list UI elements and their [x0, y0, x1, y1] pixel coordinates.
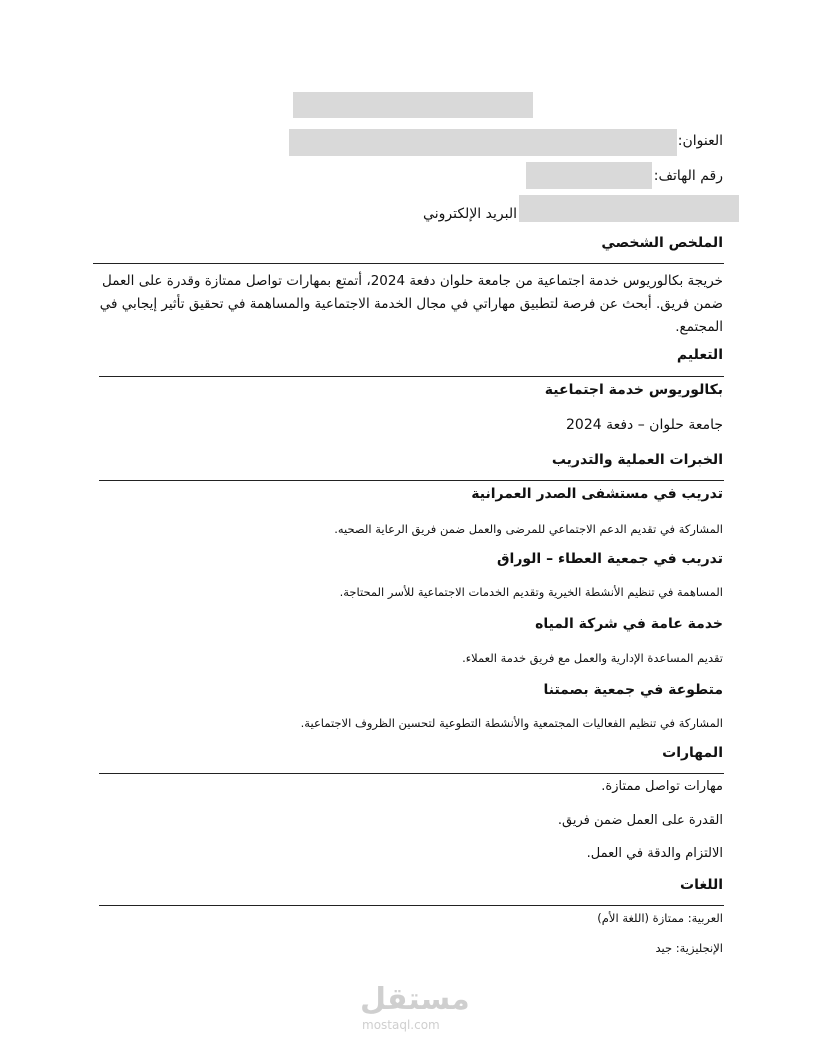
skills-divider: [99, 773, 724, 774]
email-label: البريد الإلكتروني: [423, 206, 517, 222]
address-label: العنوان:: [677, 133, 723, 149]
phone-label: رقم الهاتف:: [653, 168, 723, 184]
experience-desc: المساهمة في تنظيم الأنشطة الخيرية وتقديم الخدمات الاجتماعية للأسر المحتاجة.: [339, 585, 723, 599]
experience-desc: المشاركة في تنظيم الفعاليات المجتمعية والأنشطة التطوعية لتحسين الظروف الاجتماعية.: [300, 716, 723, 730]
degree-title: بكالوريوس خدمة اجتماعية: [544, 382, 723, 398]
watermark-word: مستقل: [360, 982, 470, 1017]
summary-heading: الملخص الشخصي: [601, 235, 723, 251]
institution-line: جامعة حلوان – دفعة 2024: [566, 417, 723, 433]
experience-title: خدمة عامة في شركة المياه: [535, 616, 723, 632]
redacted-address: [289, 129, 677, 156]
experience-desc: المشاركة في تقديم الدعم الاجتماعي للمرضى والعمل ضمن فريق الرعاية الصحيه.: [334, 522, 723, 536]
redacted-email: [519, 195, 739, 222]
experience-title: متطوعة في جمعية بصمتنا: [543, 682, 723, 698]
education-divider: [99, 376, 724, 377]
languages-divider: [99, 905, 724, 906]
watermark-url: mostaql.com: [362, 1018, 440, 1032]
redacted-phone: [526, 162, 652, 189]
experience-title: تدريب في جمعية العطاء – الوراق: [497, 551, 723, 567]
skill-item: القدرة على العمل ضمن فريق.: [557, 813, 723, 828]
redacted-name: [293, 92, 533, 118]
experience-title: تدريب في مستشفى الصدر العمرانية: [471, 486, 723, 502]
summary-text: خريجة بكالوريوس خدمة اجتماعية من جامعة حلوان دفعة 2024، أتمتع بمهارات تواصل ممتازة وقدرة على العمل ضمن فريق. أبحث عن فرصة لتطبيق مهاراتي في مجال الخدمة الاجتماعية والمساهمة في تحقيق تأثير إيجابي في المجتمع.: [99, 273, 723, 335]
experience-divider: [99, 480, 724, 481]
education-heading: التعليم: [676, 347, 723, 363]
experience-desc: تقديم المساعدة الإدارية والعمل مع فريق خدمة العملاء.: [462, 651, 723, 665]
mostaql-watermark-logo: [352, 982, 470, 1036]
language-item: الإنجليزية: جيد: [655, 941, 723, 955]
language-item: العربية: ممتازة (اللغة الأم): [597, 911, 723, 925]
skill-item: مهارات تواصل ممتازة.: [601, 779, 723, 794]
skills-heading: المهارات: [662, 745, 723, 761]
experience-heading: الخبرات العملية والتدريب: [551, 452, 723, 468]
skill-item: الالتزام والدقة في العمل.: [586, 846, 723, 861]
languages-heading: اللغات: [680, 877, 723, 893]
